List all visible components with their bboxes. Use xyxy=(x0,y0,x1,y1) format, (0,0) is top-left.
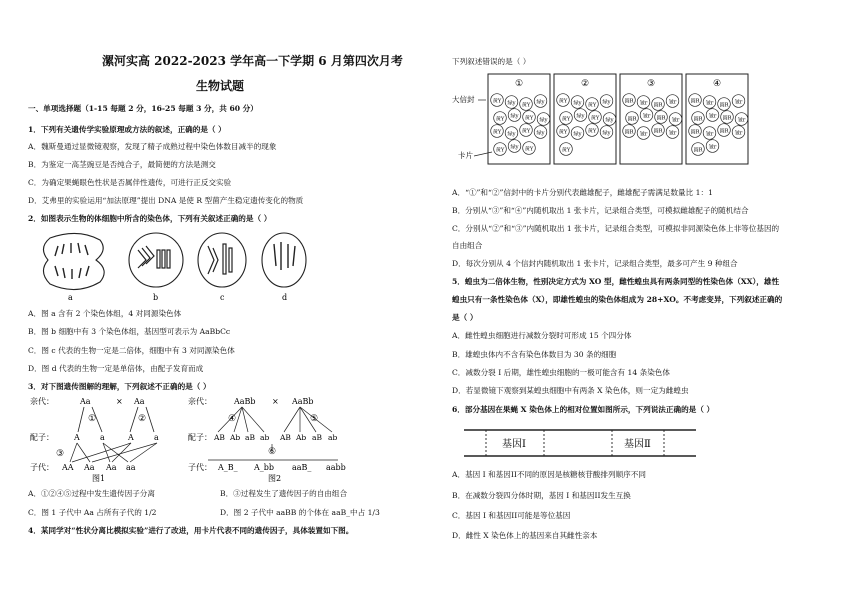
q3-option-d[interactable]: D．图 2 子代中 aaBB 的个体在 aaB_中占 1/3 xyxy=(220,508,380,517)
svg-text:aa: aa xyxy=(126,463,136,472)
card-label: 皱r xyxy=(734,130,743,137)
fig2-step-4: ④ xyxy=(228,414,237,424)
card-label: 绿y xyxy=(573,131,582,138)
card-label: 绿y xyxy=(602,130,611,137)
q3-option-a[interactable]: A．①②④⑤过程中发生遗传因子分离 xyxy=(28,489,155,498)
q3-option-b[interactable]: B．③过程发生了遗传因子的自由组合 xyxy=(220,489,348,498)
card-label: 圆R xyxy=(719,128,729,135)
q1-option-c[interactable]: C．为确定果蝇眼色性状是否属伴性遗传，可进行正反交实验 xyxy=(28,178,232,187)
q2-stem: 2．如图表示生物的体细胞中所含的染色体，下列有关叙述正确的是（ ） xyxy=(28,214,272,223)
card-label: 黄Y xyxy=(561,116,571,123)
card-label: 皱r xyxy=(734,99,743,106)
card-label: 绿y xyxy=(539,117,548,124)
svg-text:Aa: Aa xyxy=(84,463,95,472)
card-label: 皱r xyxy=(639,131,648,138)
label-a: a xyxy=(68,293,73,302)
svg-text:ab: ab xyxy=(260,433,270,442)
card-label: 黄Y xyxy=(558,98,568,105)
label-b: b xyxy=(153,293,159,302)
card-label: 圆R xyxy=(722,115,732,122)
svg-text:AB: AB xyxy=(214,433,225,442)
q4-stem: 4．某同学对“性状分离比模拟实验”进行了改进，用卡片代表不同的遗传因子，具体装置如下图。 xyxy=(28,526,354,535)
card-label: 黄Y xyxy=(558,129,568,136)
envelope-number-4: ④ xyxy=(713,79,722,89)
card-label: 皱r xyxy=(705,100,714,107)
card-label: 黄Y xyxy=(492,98,502,105)
card-label: 绿y xyxy=(507,100,516,107)
envelope-number-3: ③ xyxy=(647,79,656,89)
svg-text:AB: AB xyxy=(280,433,291,442)
q6-option-b[interactable]: B．在减数分裂四分体时期，基因 I 和基因II发生互换 xyxy=(452,491,631,500)
fig1-step-3: ③ xyxy=(56,449,65,459)
fig2-parent-2: AaBb xyxy=(292,397,314,406)
card-label: 绿y xyxy=(605,117,614,124)
gene-2-label: 基因Ⅱ xyxy=(624,439,651,450)
cell-c xyxy=(198,233,246,287)
genetic-diagram-1 xyxy=(30,392,190,482)
card-label: 圆R xyxy=(653,102,663,109)
svg-text:a: a xyxy=(100,433,105,442)
card-label: 圆R xyxy=(693,147,703,154)
card-label: 皱r xyxy=(737,117,746,124)
svg-text:aB: aB xyxy=(245,433,255,442)
cell-b xyxy=(129,233,183,287)
fig1-gamete-label: 配子： xyxy=(30,433,54,442)
q3-stem: 3．对下图遗传图解的理解，下列叙述不正确的是（ ） xyxy=(28,382,211,391)
svg-text:aaB_: aaB_ xyxy=(292,463,312,472)
card-label: 圆R xyxy=(656,115,666,122)
card-label: 黄Y xyxy=(587,128,597,135)
card-label: 黄Y xyxy=(561,147,571,154)
q4-option-b[interactable]: B．分别从“③”和“④”内随机取出 1 张卡片，记录组合类型，可模拟雌雄配子的随机结合 xyxy=(452,206,749,215)
svg-text:A_bb: A_bb xyxy=(254,463,275,472)
svg-text:ab: ab xyxy=(328,433,338,442)
q6-option-a[interactable]: A．基因 I 和基因II不同的原因是核糖核苷酸排列顺序不同 xyxy=(452,470,646,479)
card-label: 黄Y xyxy=(590,115,600,122)
cell-d xyxy=(262,233,306,287)
q4-option-c[interactable]: C．分别从“②”和“③”内随机取出 1 张卡片，记录组合类型，可模拟非同源染色体上非等位基因的 xyxy=(452,224,780,233)
q5-option-c[interactable]: C．减数分裂 I 后期，雄性蝗虫细胞的一极可能含有 14 条染色体 xyxy=(452,368,670,377)
section-heading: 一、单项选择题（1-15 每题 2 分，16-25 每题 3 分，共 60 分） xyxy=(28,104,258,113)
fig1-step-1: ① xyxy=(88,414,97,424)
fig2-offspring-label: 子代： xyxy=(188,463,212,472)
q5-option-d[interactable]: D．若显微镜下观察到某蝗虫细胞中有两条 X 染色体，则一定为雌蝗虫 xyxy=(452,386,689,395)
svg-text:A: A xyxy=(128,433,134,442)
card-label: 黄Y xyxy=(521,102,531,109)
q4-stem-continued: 下列叙述错误的是（ ） xyxy=(452,57,531,66)
fig1-offspring-label: 子代： xyxy=(30,463,54,472)
card-label: 皱r xyxy=(671,117,680,124)
card-label: 绿y xyxy=(507,131,516,138)
card-label: 皱r xyxy=(708,144,717,151)
fig2-parent-label: 亲代： xyxy=(188,397,212,406)
fig2-parent-1: AaBb xyxy=(234,397,256,406)
svg-text:aB: aB xyxy=(312,433,322,442)
envelope-number-1: ① xyxy=(515,79,524,89)
envelope-figure xyxy=(452,70,752,170)
q5-option-b[interactable]: B．雄蝗虫体内不含有染色体数目为 30 条的细胞 xyxy=(452,350,617,359)
fig1-parent-2: Aa xyxy=(134,397,145,406)
q5-stem-line1: 5．蝗虫为二倍体生物，性别决定方式为 XO 型，雌性蝗虫具有两条同型的性染色体（XX），雄性 xyxy=(452,277,780,286)
fig2-step-6: ⑥ xyxy=(268,447,277,457)
card-label: 绿y xyxy=(573,100,582,107)
card-label: 皱r xyxy=(642,113,651,120)
fig1-cross: × xyxy=(116,397,123,406)
label-d: d xyxy=(282,293,288,302)
q2-option-b[interactable]: B．图 b 细胞中有 3 个染色体组，基因型可表示为 AaBbCc xyxy=(28,327,231,336)
q1-option-b[interactable]: B．为鉴定一高茎豌豆是否纯合子，最简便的方法是测交 xyxy=(28,160,216,169)
q2-option-a[interactable]: A．图 a 含有 2 个染色体组，4 对同源染色体 xyxy=(28,309,182,318)
q1-stem: 1．下列有关遗传学实验原理或方法的叙述，正确的是（ ） xyxy=(28,125,226,134)
card-label: 圆R xyxy=(653,128,663,135)
fig1-caption: 图1 xyxy=(92,474,106,482)
card-label: 绿y xyxy=(576,113,585,120)
card-label: 黄Y xyxy=(524,115,534,122)
card-label: 皱r xyxy=(639,100,648,107)
card-label: 绿y xyxy=(536,130,545,137)
q5-option-a[interactable]: A．雌性蝗虫细胞进行减数分裂时可形成 15 个四分体 xyxy=(452,331,632,340)
svg-text:A: A xyxy=(74,433,80,442)
subject-title: 生物试题 xyxy=(196,79,245,93)
svg-text:aabb: aabb xyxy=(326,463,346,472)
card-label: 皱r xyxy=(708,113,717,120)
cell-a xyxy=(43,233,104,289)
card-label: 黄Y xyxy=(492,129,502,136)
card-label: 绿y xyxy=(510,113,519,120)
q1-option-a[interactable]: A．魏斯曼通过显微镜观察，发现了精子成熟过程中染色体数目减半的现象 xyxy=(28,142,277,151)
svg-text:A_B_: A_B_ xyxy=(218,463,238,472)
card-label: 圆R xyxy=(624,98,634,105)
envelope-label: 大信封 xyxy=(452,95,475,104)
q1-option-d[interactable]: D．艾弗里的实验运用“加法原理”提出 DNA 是使 R 型菌产生稳定遗传变化的物质 xyxy=(28,196,304,205)
card-label: 黄Y xyxy=(495,147,505,154)
q2-option-c[interactable]: C．图 c 代表的生物一定是二倍体，细胞中有 3 对同源染色体 xyxy=(28,346,235,355)
fig1-parent-1: Aa xyxy=(80,397,91,406)
fig1-step-2: ② xyxy=(138,414,147,424)
card-label: 卡片 xyxy=(458,151,473,160)
card-label: 圆R xyxy=(693,116,703,123)
card-label: 皱r xyxy=(705,131,714,138)
card-label: 圆R xyxy=(719,102,729,109)
card-label: 绿y xyxy=(510,144,519,151)
card-label: 黄Y xyxy=(587,102,597,109)
exam-title: 漯河实高 2022-2023 学年高一下学期 6 月第四次月考 xyxy=(102,54,403,68)
q4-option-c-continued: 自由组合 xyxy=(452,241,483,250)
q6-stem: 6．部分基因在果蝇 X 染色体上的相对位置如图所示，下列说法正确的是（ ） xyxy=(452,405,715,414)
q5-stem-line2: 蝗虫只有一条性染色体（X），即雄性蝗虫的染色体组成为 28+XO。不考虑变异，下列叙述正确的 xyxy=(452,295,783,304)
q4-option-a[interactable]: A．“①”和“②”信封中的卡片分别代表雌雄配子，雌雄配子需满足数量比 1：1 xyxy=(452,188,713,197)
svg-text:AA: AA xyxy=(62,463,74,472)
card-label: 皱r xyxy=(668,99,677,106)
card-label: 圆R xyxy=(627,116,637,123)
card-label: 圆R xyxy=(690,98,700,105)
card-label: 圆R xyxy=(624,129,634,136)
card-label: 皱r xyxy=(668,130,677,137)
q3-option-c[interactable]: C．图 1 子代中 Aa 占所有子代的 1/2 xyxy=(28,508,157,517)
svg-text:Ab: Ab xyxy=(296,433,307,442)
envelope-number-2: ② xyxy=(581,79,590,89)
fig2-gamete-label: 配子： xyxy=(188,433,212,442)
fig2-caption: 图2 xyxy=(268,474,282,482)
chromosome-figure xyxy=(38,230,308,305)
gene-1-label: 基因Ⅰ xyxy=(502,439,526,450)
x-chromosome-figure xyxy=(464,424,704,462)
svg-text:Ab: Ab xyxy=(230,433,241,442)
fig2-step-5: ⑤ xyxy=(310,414,319,424)
card-label: 绿y xyxy=(536,99,545,106)
q6-option-d[interactable]: D．雌性 X 染色体上的基因来自其雌性亲本 xyxy=(452,531,598,540)
label-c: c xyxy=(220,293,225,302)
q6-option-c[interactable]: C．基因 I 和基因II可能是等位基因 xyxy=(452,511,571,520)
fig2-cross: × xyxy=(272,397,279,406)
q4-option-d[interactable]: D．每次分别从 4 个信封内随机取出 1 张卡片，记录组合类型，最多可产生 9 种组合 xyxy=(452,259,738,268)
q2-option-d[interactable]: D．图 d 代表的生物一定是单倍体，由配子发育而成 xyxy=(28,364,204,373)
card-label: 黄Y xyxy=(521,128,531,135)
genetic-diagram-2 xyxy=(188,392,428,482)
card-label: 圆R xyxy=(690,129,700,136)
fig1-parent-label: 亲代： xyxy=(30,397,54,406)
card-label: 黄Y xyxy=(495,116,505,123)
card-label: 绿y xyxy=(602,99,611,106)
q5-stem-line3: 是（ ） xyxy=(452,313,478,322)
card-label: 黄Y xyxy=(524,146,534,153)
svg-text:a: a xyxy=(154,433,159,442)
svg-text:Aa: Aa xyxy=(106,463,117,472)
